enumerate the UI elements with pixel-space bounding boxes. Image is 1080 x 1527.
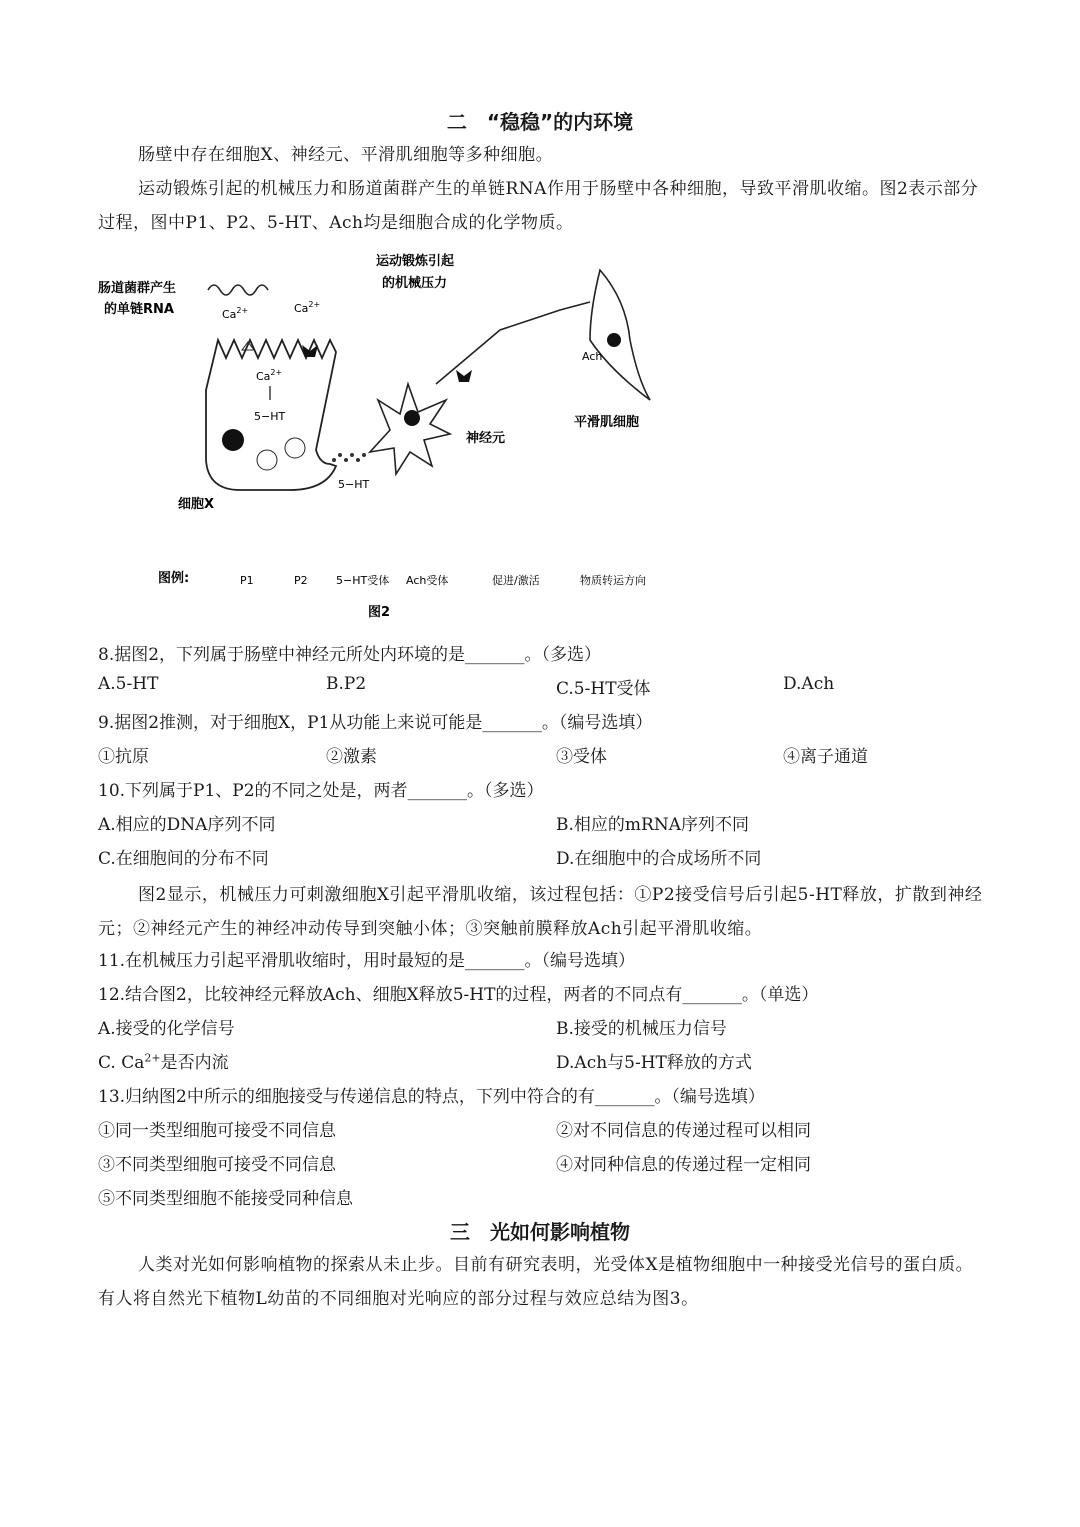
section-2-title: 二 “稳稳”的内环境 xyxy=(446,110,634,134)
ht-label-outside: 5−HT xyxy=(338,478,370,491)
legend-ach-receptor: Ach受体 xyxy=(406,574,449,587)
section-2-intro-1: 肠壁中存在细胞X、神经元、平滑肌细胞等多种细胞。 xyxy=(138,145,554,165)
cell-x-nucleus xyxy=(222,429,244,451)
q10-option-d[interactable]: D.在细胞中的合成场所不同 xyxy=(556,849,762,869)
label-press-2: 的机械压力 xyxy=(382,276,448,291)
label-rna-2: 的单链RNA xyxy=(104,302,174,317)
q12-option-c-pre: C. Ca xyxy=(98,1053,145,1073)
vesicle-1 xyxy=(257,450,277,470)
q13-option-3[interactable]: ③不同类型细胞可接受不同信息 xyxy=(98,1155,336,1175)
q12-option-d[interactable]: D.Ach与5-HT释放的方式 xyxy=(556,1053,752,1073)
q10-option-b[interactable]: B.相应的mRNA序列不同 xyxy=(556,815,749,835)
label-neuron: 神经元 xyxy=(466,431,506,446)
ht-particles xyxy=(332,453,366,462)
q12-option-c-post: 是否内流 xyxy=(160,1053,229,1073)
q10-option-a[interactable]: A.相应的DNA序列不同 xyxy=(98,815,276,835)
legend-promote: 促进/激活 xyxy=(492,574,540,587)
label-cell-x: 细胞X xyxy=(178,497,215,512)
ca-label-3: $Ca^{2+}$ xyxy=(256,368,283,383)
label-rna-1: 肠道菌群产生 xyxy=(98,281,177,296)
section-3-title: 三 光如何影响植物 xyxy=(450,1220,630,1244)
section-2-intro-2: 运动锻炼引起的机械压力和肠道菌群产生的单链RNA作用于肠壁中各种细胞，导致平滑肌收缩。图2表示部分过程，图中P1、P2、5-HT、Ach均是细胞合成的化学物质。 xyxy=(98,179,979,233)
q8-option-b[interactable]: B.P2 xyxy=(326,674,367,694)
label-smooth: 平滑肌细胞 xyxy=(574,415,640,430)
ach-label: Ach xyxy=(582,350,603,363)
legend xyxy=(240,573,646,587)
q9-option-2[interactable]: ②激素 xyxy=(326,747,377,767)
smooth-muscle-nucleus xyxy=(607,333,621,347)
vesicle-2 xyxy=(285,438,305,458)
q13-option-4[interactable]: ④对同种信息的传递过程一定相同 xyxy=(556,1155,811,1175)
q8-option-d[interactable]: D.Ach xyxy=(783,674,835,694)
q9-option-3[interactable]: ③受体 xyxy=(556,747,607,767)
neuron-outline xyxy=(370,384,450,474)
label-press-1: 运动锻炼引起 xyxy=(376,254,455,269)
q12-option-c-sup: 2+ xyxy=(144,1051,161,1065)
figure-2-diagram xyxy=(90,250,710,630)
neuron-nucleus xyxy=(404,410,420,426)
q12-stem: 12.结合图2，比较神经元释放Ach、细胞X释放5-HT的过程，两者的不同点有_______。（单选） xyxy=(98,985,819,1005)
neuron-p2-icon xyxy=(456,370,472,382)
q12-option-a[interactable]: A.接受的化学信号 xyxy=(98,1019,235,1039)
q11-stem: 11.在机械压力引起平滑肌收缩时，用时最短的是_______。（编号选填） xyxy=(98,951,636,971)
ht-label-inside: 5−HT xyxy=(254,410,286,423)
q10-option-c[interactable]: C.在细胞间的分布不同 xyxy=(98,849,269,869)
q10-stem: 10.下列属于P1、P2的不同之处是，两者_______。（多选） xyxy=(98,781,544,801)
q13-option-1[interactable]: ①同一类型细胞可接受不同信息 xyxy=(98,1121,336,1141)
legend-p1: P1 xyxy=(240,574,254,587)
q12-option-b[interactable]: B.接受的机械压力信号 xyxy=(556,1019,727,1039)
q9-option-1[interactable]: ①抗原 xyxy=(98,747,149,767)
legend-ht-receptor: 5−HT受体 xyxy=(336,574,390,587)
q13-option-5[interactable]: ⑤不同类型细胞不能接受同种信息 xyxy=(98,1189,353,1209)
q9-option-4[interactable]: ④离子通道 xyxy=(783,747,868,767)
q8-option-c[interactable]: C.5-HT受体 xyxy=(556,679,651,699)
legend-transport: 物质转运方向 xyxy=(580,574,646,587)
q13-option-2[interactable]: ②对不同信息的传递过程可以相同 xyxy=(556,1121,811,1141)
smooth-muscle-outline xyxy=(590,270,650,400)
legend-p2: P2 xyxy=(294,574,308,587)
ca-label-2: $Ca^{2+}$ xyxy=(294,300,321,315)
q13-stem: 13.归纳图2中所示的细胞接受与传递信息的特点，下列中符合的有_______。（编号选填） xyxy=(98,1087,765,1107)
q8-stem: 8.据图2，下列属于肠壁中神经元所处内环境的是_______。（多选） xyxy=(98,645,602,665)
q12-option-c[interactable] xyxy=(98,1048,229,1073)
q8-option-a[interactable]: A.5-HT xyxy=(98,674,159,694)
q9-stem: 9.据图2推测，对于细胞X，P1从功能上来说可能是_______。（编号选填） xyxy=(98,713,653,733)
rna-wave xyxy=(208,285,268,295)
figure-caption: 图2 xyxy=(368,605,391,620)
ca-label-1: $Ca^{2+}$ xyxy=(222,306,249,321)
section-3-intro: 人类对光如何影响植物的探索从未止步。目前有研究表明，光受体X是植物细胞中一种接受光信号的蛋白质。有人将自然光下植物L幼苗的不同细胞对光响应的部分过程与效应总结为图3。 xyxy=(98,1255,974,1309)
mechanism-paragraph: 图2显示，机械压力可刺激细胞X引起平滑肌收缩，该过程包括：①P2接受信号后引起5-HT释放，扩散到神经元；②神经元产生的神经冲动传导到突触小体；③突触前膜释放Ach引起平滑肌收缩。 xyxy=(98,885,983,939)
axon xyxy=(436,302,590,384)
legend-title: 图例: xyxy=(158,571,190,586)
